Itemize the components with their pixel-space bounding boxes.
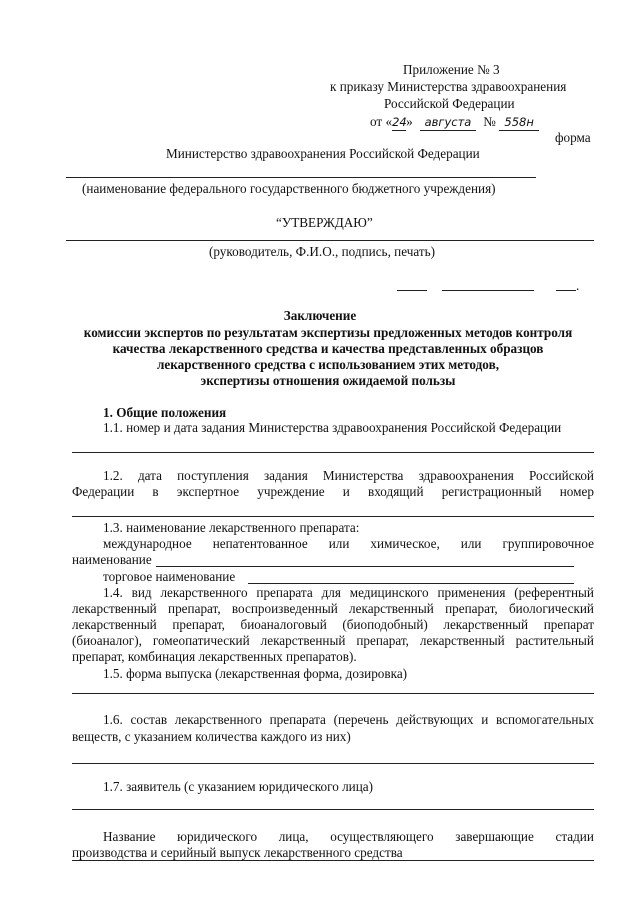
text-word: препарат, xyxy=(168,601,221,616)
title-line-1: Заключение xyxy=(283,308,357,323)
item-1-4-line-c xyxy=(72,617,594,633)
text-word: поступления xyxy=(177,468,249,483)
title-line-4: лекарственного средства с использованием этих методов, xyxy=(156,357,499,372)
item-1-2-blank xyxy=(72,516,594,517)
text-word: лекарственный xyxy=(260,633,346,648)
item-1-3-trade-line xyxy=(248,583,574,584)
text-word: препарата xyxy=(256,585,313,600)
item-1-6-line xyxy=(72,763,594,764)
date-blank-1 xyxy=(397,290,427,291)
annex-line-2: к приказу Министерства здравоохранения xyxy=(330,79,567,94)
text-word: или xyxy=(460,536,482,551)
text-word: экспертное xyxy=(176,484,240,499)
section-heading: 1. Общие положения xyxy=(103,405,227,420)
institution-line xyxy=(66,177,536,178)
text-word: группировочное xyxy=(502,536,594,551)
text-word: состав xyxy=(130,712,168,727)
text-word: или xyxy=(328,536,350,551)
date-mid: » xyxy=(406,114,413,129)
item-1-6-line-a xyxy=(103,712,594,728)
text-word: Министерства xyxy=(322,468,404,483)
item-1-5-line xyxy=(72,693,594,694)
forma-label: форма xyxy=(555,130,591,145)
date-month-handwritten: августа xyxy=(420,114,476,131)
annex-line-3: Российской Федерации xyxy=(384,96,515,111)
text-word: биоаналоговый xyxy=(240,617,327,632)
annex-line-1: Приложение № 3 xyxy=(403,62,500,77)
text-word: вид xyxy=(131,585,152,600)
item-1-7: 1.7. заявитель (с указанием юридического лица) xyxy=(103,779,374,794)
annex-date-line xyxy=(370,114,539,131)
text-word: лекарственного xyxy=(174,712,262,727)
text-word: лица, xyxy=(278,829,309,844)
text-word: биологический xyxy=(508,601,594,616)
number-handwritten: 558н xyxy=(499,114,539,131)
item-1-4-line-d xyxy=(72,633,594,649)
text-word: входящий xyxy=(367,484,424,499)
date-blank-2 xyxy=(442,290,534,291)
item-1-3-trade-label: торговое наименование xyxy=(103,569,236,584)
text-word: регистрационный xyxy=(441,484,542,499)
text-word: 1.4. xyxy=(103,585,123,600)
text-word: непатентованное xyxy=(212,536,308,551)
text-word: медицинского xyxy=(349,585,429,600)
text-word: химическое, xyxy=(370,536,440,551)
item-1-3-words xyxy=(103,536,594,552)
text-word: вспомогательных xyxy=(495,712,594,727)
text-word: применения xyxy=(437,585,506,600)
item-1-3-name-label: наименование xyxy=(72,552,152,567)
title-line-3: качества лекарственного средства и качества представленных образцов xyxy=(112,341,544,356)
text-word: действующих xyxy=(396,712,474,727)
text-word: учреждение xyxy=(257,484,325,499)
text-word: и xyxy=(342,484,350,499)
text-word: препарата xyxy=(269,712,326,727)
text-word: осуществляющего xyxy=(330,829,434,844)
text-word: лекарственный xyxy=(419,633,505,648)
text-word: лекарственный xyxy=(349,601,434,616)
number-prefix: № xyxy=(483,114,496,129)
text-word: (биоподобный) xyxy=(342,617,428,632)
date-prefix: от « xyxy=(370,114,393,129)
item-1-7-line xyxy=(72,809,594,810)
text-word: гомеопатический xyxy=(152,633,250,648)
text-word: растительный xyxy=(515,633,594,648)
text-word: здравоохранения xyxy=(418,468,514,483)
item-last-line-a xyxy=(103,829,594,845)
text-word: лекарственный xyxy=(443,617,529,632)
text-word: препарат, xyxy=(445,601,498,616)
text-word: для xyxy=(321,585,341,600)
item-1-1: 1.1. номер и дата задания Министерства здравоохранения Российской Федерации xyxy=(103,420,562,435)
text-word: 1.2. xyxy=(103,468,123,483)
date-day-handwritten: 24 xyxy=(392,115,407,129)
date-dot: . xyxy=(576,278,580,293)
text-word: юридического xyxy=(177,829,258,844)
text-word: препарат, xyxy=(356,633,409,648)
item-last-line-b: производства и серийный выпуск лекарственного средства xyxy=(72,845,403,860)
item-1-4-line-e: препарат, комбинация лекарственных препаратов). xyxy=(72,649,357,664)
text-word: дата xyxy=(137,468,162,483)
text-word: 1.6. xyxy=(103,712,123,727)
approve-stamp-text: “УТВЕРЖДАЮ” xyxy=(276,215,373,230)
text-word: Название xyxy=(103,829,156,844)
item-1-4-line-b xyxy=(72,601,594,617)
item-1-6-line-b: веществ, с указанием количества каждого из них) xyxy=(72,729,351,744)
text-word: Российской xyxy=(528,468,594,483)
item-last-line xyxy=(72,860,594,861)
title-line-2: комиссии экспертов по результатам экспертизы предложенных методов контроля xyxy=(83,325,573,340)
head-caption: (руководитель, Ф.И.О., подпись, печать) xyxy=(209,244,436,259)
text-word: лекарственный xyxy=(72,617,157,632)
text-word: номер xyxy=(559,484,594,499)
text-word: препарат, xyxy=(172,617,225,632)
text-word: Федерации xyxy=(72,484,135,499)
text-word: задания xyxy=(263,468,308,483)
text-word: в xyxy=(152,484,159,499)
text-word: стадии xyxy=(555,829,594,844)
institution-caption: (наименование федерального государственного бюджетного учреждения) xyxy=(82,181,496,196)
text-word: воспроизведенный xyxy=(231,601,338,616)
text-word: завершающие xyxy=(455,829,534,844)
item-1-4-line-a xyxy=(103,585,594,601)
ministry-name: Министерство здравоохранения Российской Федерации xyxy=(166,146,480,161)
text-word: и xyxy=(481,712,489,727)
date-blank-3 xyxy=(556,290,576,291)
text-word: лекарственного xyxy=(160,585,248,600)
title-line-5: экспертизы отношения ожидаемой пользы xyxy=(200,373,456,388)
item-1-5: 1.5. форма выпуска (лекарственная форма, дозировка) xyxy=(103,666,408,681)
item-1-2-line-b xyxy=(72,484,594,500)
text-word: международное xyxy=(103,536,192,551)
text-word: препарат xyxy=(543,617,594,632)
text-word: (перечень xyxy=(333,712,389,727)
item-1-3: 1.3. наименование лекарственного препарата: xyxy=(103,520,360,535)
text-word: лекарственный xyxy=(72,601,157,616)
text-word: (биоаналог), xyxy=(72,633,142,648)
item-1-1-line xyxy=(72,452,594,453)
item-1-3-name-line xyxy=(156,566,574,567)
text-word: (референтный xyxy=(514,585,594,600)
head-line xyxy=(66,240,594,241)
item-1-2-line-a xyxy=(103,468,594,484)
